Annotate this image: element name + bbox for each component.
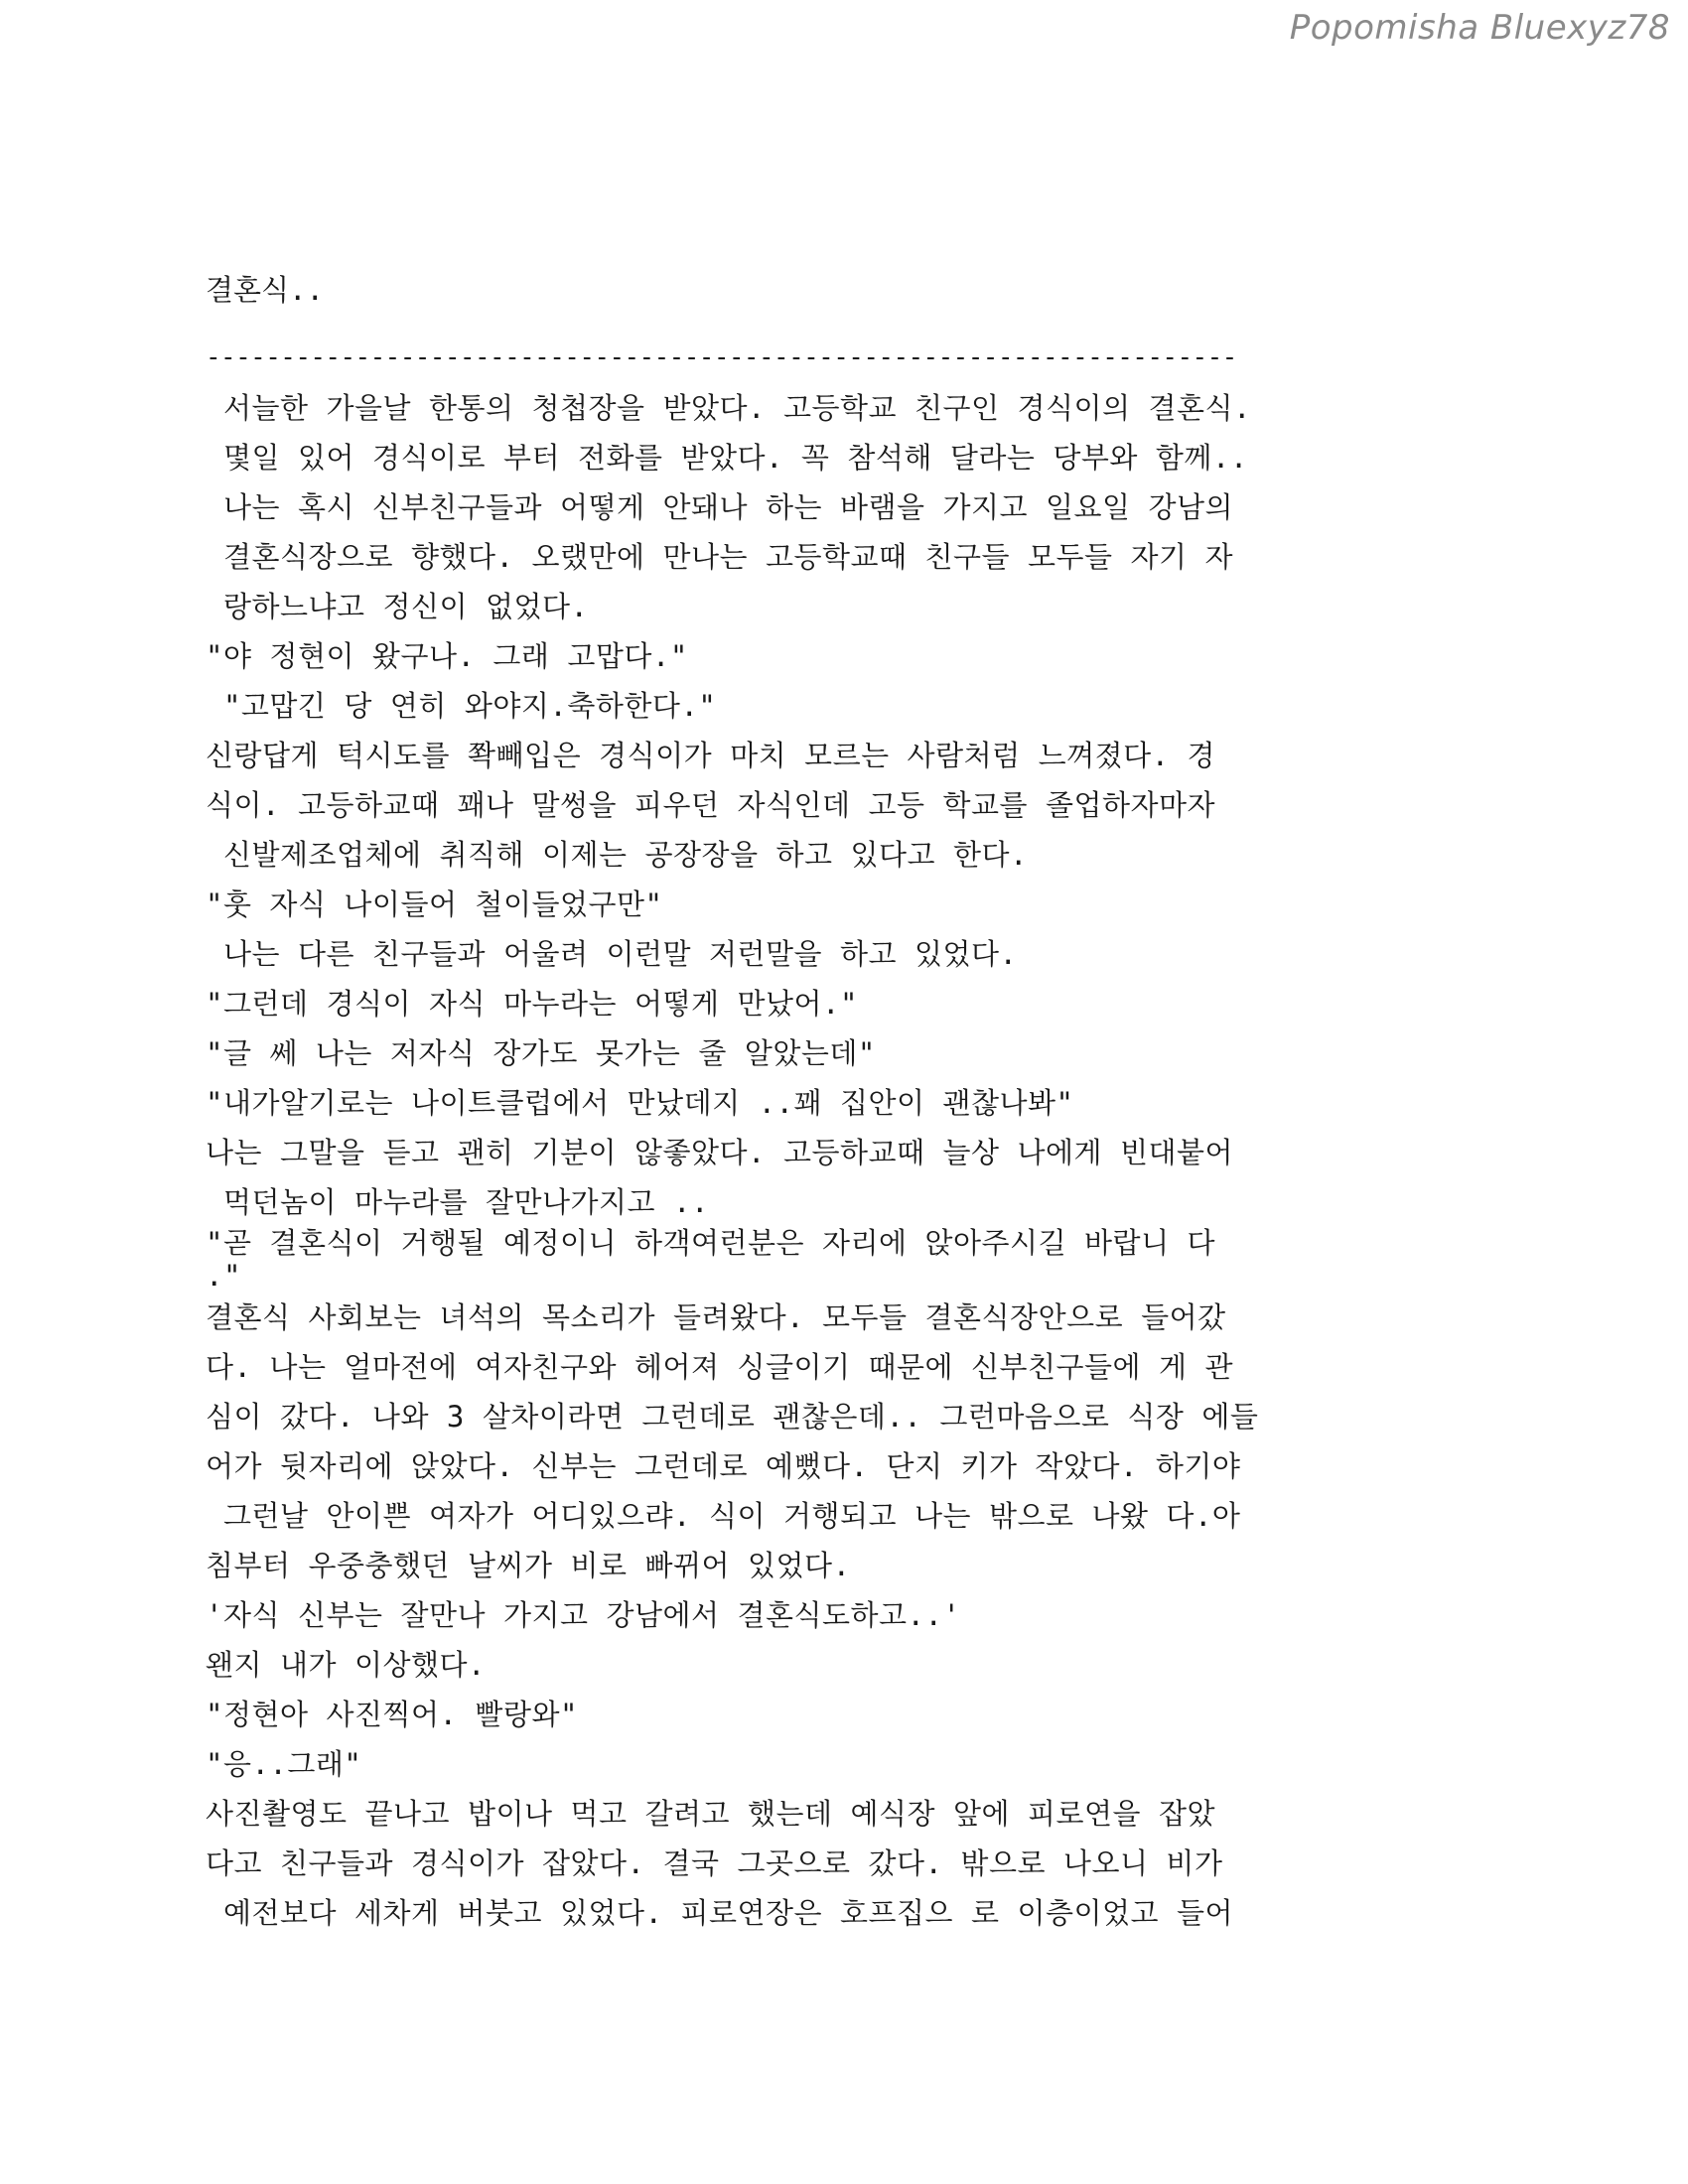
text-line: 신랑답게 턱시도를 쫙빼입은 경식이가 마치 모르는 사람처럼 느껴졌다. 경 (206, 739, 1216, 772)
watermark: Popomisha Bluexyz78 (1289, 8, 1670, 48)
text-line: "고맙긴 당 연히 와야지.축하한다." (206, 689, 717, 723)
text-line: 왠지 내가 이상했다. (206, 1648, 486, 1682)
text-line: 어가 뒷자리에 앉았다. 신부는 그런데로 예뻤다. 단지 키가 작았다. 하기야 (206, 1449, 1241, 1483)
text-line: 결혼식장으로 향했다. 오랬만에 만나는 고등학교때 친구들 모두들 자기 자 (206, 540, 1234, 574)
text-line: "그런데 경식이 자식 마누라는 어떻게 만났어." (206, 987, 858, 1021)
divider-line: --------------------------------------------------------------------- (206, 342, 1237, 372)
text-line: 서늘한 가을날 한통의 청첩장을 받았다. 고등학교 친구인 경식이의 결혼식. (206, 391, 1251, 425)
text-line: "곧 결혼식이 거행될 예정이니 하객여런분은 자리에 앉아주시길 바랍니 다 (206, 1226, 1216, 1260)
text-line: 랑하느냐고 정신이 없었다. (206, 590, 589, 623)
text-line: "글 쎄 나는 저자식 장가도 못가는 줄 알았는데" (206, 1036, 876, 1070)
text-line: "야 정현이 왔구나. 그래 고맙다." (206, 639, 688, 673)
text-line: 먹던놈이 마누라를 잘만나가지고 .. (206, 1185, 709, 1219)
text-line: 사진촬영도 끝나고 밥이나 먹고 갈려고 했는데 예식장 앞에 피로연을 잡았 (206, 1797, 1216, 1831)
text-line: 나는 다른 친구들과 어울려 이런말 저런말을 하고 있었다. (206, 937, 1018, 971)
text-line: 식이. 고등하교때 꽤나 말썽을 피우던 자식인데 고등 학교를 졸업하자마자 (206, 788, 1216, 822)
text-line: 결혼식 사회보는 녀석의 목소리가 들려왔다. 모두들 결혼식장안으로 들어갔 (206, 1300, 1226, 1334)
text-line: 나는 그말을 듣고 괜히 기분이 않좋았다. 고등하교때 늘상 나에게 빈대붙어 (206, 1136, 1234, 1169)
text-line: 몇일 있어 경식이로 부터 전화를 받았다. 꼭 참석해 달라는 당부와 함께.. (206, 441, 1248, 475)
text-line: 침부터 우중충했던 날씨가 비로 빠뀌어 있었다. (206, 1549, 851, 1582)
text-line: 예전보다 세차게 버붓고 있었다. 피로연장은 호프집으 로 이층이었고 들어 (206, 1896, 1234, 1930)
document-body (206, 383, 1377, 1938)
text-line: "내가알기로는 나이트클럽에서 만났데지 ..꽤 집안이 괜찮나봐" (206, 1086, 1074, 1120)
text-line: 다고 친구들과 경식이가 잡았다. 결국 그곳으로 갔다. 밖으로 나오니 비가 (206, 1846, 1223, 1880)
text-line: "정현아 사진찍어. 빨랑와" (206, 1698, 578, 1731)
text-line: "훗 자식 나이들어 철이들었구만" (206, 887, 663, 921)
text-line: '자식 신부는 잘만나 가지고 강남에서 결혼식도하고..' (206, 1598, 961, 1632)
text-line: "응..그래" (206, 1747, 362, 1781)
text-line: 신발제조업체에 취직해 이제는 공장장을 하고 있다고 한다. (206, 838, 1029, 872)
text-line: 나는 혹시 신부친구들과 어떻게 안돼나 하는 바램을 가지고 일요일 강남의 (206, 490, 1234, 524)
text-line: ." (206, 1259, 241, 1293)
text-line: 그런날 안이쁜 여자가 어디있으랴. 식이 거행되고 나는 밖으로 나왔 다.아 (206, 1499, 1241, 1533)
document-title: 결혼식.. (206, 273, 324, 307)
text-line: 심이 갔다. 나와 3 살차이라면 그런데로 괜찮은데.. 그런마음으로 식장 에들 (206, 1400, 1259, 1433)
text-line: 다. 나는 얼마전에 여자친구와 헤어져 싱글이기 때문에 신부친구들에 게 관 (206, 1350, 1234, 1384)
